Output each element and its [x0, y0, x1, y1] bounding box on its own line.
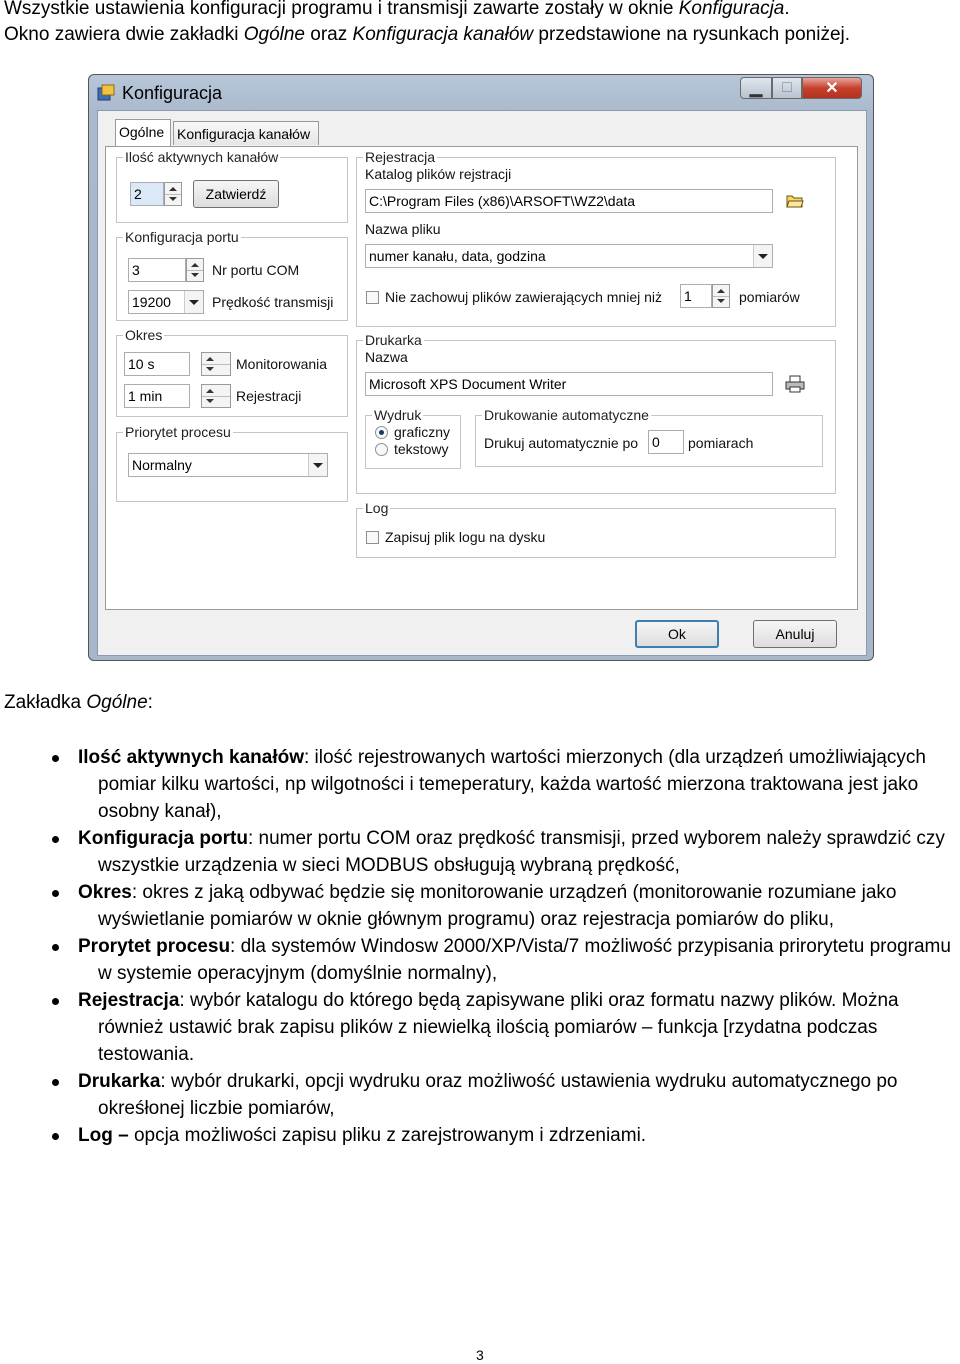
- period-group: [116, 327, 348, 417]
- page-number: 3: [476, 1347, 484, 1363]
- priority-value: Normalny: [132, 457, 192, 473]
- priority-group-label: Priorytet procesu: [125, 424, 231, 440]
- com-port-input[interactable]: 3: [128, 258, 186, 282]
- close-button[interactable]: [802, 77, 862, 99]
- configuration-window: [88, 74, 874, 661]
- auto-print-unit: pomiarach: [688, 435, 754, 451]
- radio-graphic-label: graficzny: [394, 424, 451, 440]
- log-group-label: Log: [365, 500, 389, 516]
- speed-value: 19200: [132, 294, 171, 310]
- monitoring-period-input[interactable]: 10 s: [124, 352, 190, 376]
- print-output-group-label: Wydruk: [374, 407, 422, 423]
- speed-label: Prędkość transmisji: [212, 294, 334, 310]
- printer-group: [356, 332, 836, 494]
- skip-small-files-checkbox[interactable]: [366, 291, 379, 304]
- bullet-list: [0, 744, 960, 1149]
- min-measurements-input[interactable]: 1: [680, 284, 712, 308]
- intro-text: Wszystkie ustawienia konfiguracji programu i transmisji zawarte zostały w oknie Konfiguracja. Okno zawiera dwie zakładki Ogólne oraz Konfiguracja kanałów przedstawione na rysunkach poniżej.: [4, 0, 851, 45]
- print-output-group: [365, 407, 461, 469]
- list-item: Ilość aktywnych kanałów: ilość rejestrowanych wartości mierzonych (dla urządzeń umożliwiających pomiar kilku wartości, np wilgotności i temeperatury, każda wartość mierzona traktowana jest jako osobny kanał),: [0, 744, 960, 825]
- list-item: Okres: okres z jaką odbywać będzie się monitorowanie urządzeń (monitorowanie rozumiane jako wyświetlanie pomiarów w oknie głównym programu) oraz rejestracja pomiarów do pliku,: [0, 879, 960, 933]
- printer-name-input[interactable]: Microsoft XPS Document Writer: [365, 372, 773, 396]
- registration-spinner[interactable]: [201, 384, 231, 408]
- list-item: Rejestracja: wybór katalogu do którego będą zapisywane pliki oraz formatu nazwy plików. Można również ustawić brak zapisu plików z niewielką ilością pomiarów – funkcja [rzydatna podczas testowania.: [0, 987, 960, 1068]
- general-tab-panel: [105, 146, 858, 610]
- folder-open-icon[interactable]: [783, 189, 807, 213]
- maximize-button[interactable]: [772, 77, 802, 99]
- printer-name-label: Nazwa: [365, 349, 408, 365]
- radio-text-label: tekstowy: [394, 441, 449, 457]
- channels-spinner[interactable]: [164, 182, 182, 206]
- skip-small-files-label: Nie zachowuj plików zawierających mniej niż: [385, 289, 662, 305]
- directory-input[interactable]: C:\Program Files (x86)\ARSOFT\WZ2\data: [365, 189, 773, 213]
- speed-select[interactable]: [128, 290, 204, 314]
- monitoring-label: Monitorowania: [236, 356, 328, 372]
- minimize-button[interactable]: [740, 77, 772, 99]
- cancel-button[interactable]: Anuluj: [753, 620, 837, 648]
- chevron-down-icon[interactable]: [753, 245, 772, 267]
- auto-print-label: Drukuj automatycznie po: [484, 435, 639, 451]
- ok-button[interactable]: Ok: [635, 620, 719, 648]
- min-measurements-unit: pomiarów: [739, 289, 800, 305]
- radio-text[interactable]: [375, 443, 388, 456]
- window-client: [97, 110, 867, 656]
- priority-select[interactable]: [128, 453, 328, 477]
- list-item: Drukarka: wybór drukarki, opcji wydruku oraz możliwość ustawienia wydruku automatycznego po okreśłonej liczbie pomiarów,: [0, 1068, 960, 1122]
- directory-label: Katalog plików rejstracji: [365, 166, 512, 182]
- list-item: Prorytet procesu: dla systemów Windosw 2000/XP/Vista/7 możliwość przypisania prirorytetu programu w systemie operacyjnym (domyślnie normalny),: [0, 933, 960, 987]
- section-heading: Zakładka Ogólne:: [4, 692, 153, 713]
- channels-count-input[interactable]: 2: [130, 182, 164, 206]
- list-item: Konfiguracja portu: numer portu COM oraz prędkość transmisji, przed wyborem należy sprawdzić czy wszystkie urządzenia w sieci MODBUS obsługują wybraną prędkość,: [0, 825, 960, 879]
- list-item: Log – opcja możliwości zapisu pliku z zarejstrowanym i zdrzeniami.: [0, 1122, 960, 1149]
- registration-group: [356, 149, 836, 327]
- minimize-icon: ▁: [749, 80, 763, 97]
- min-measurements-spinner[interactable]: [712, 284, 730, 308]
- save-log-label: Zapisuj plik logu na dysku: [385, 529, 546, 545]
- priority-group: [116, 424, 348, 502]
- maximize-icon: □: [782, 79, 792, 96]
- filename-select[interactable]: [365, 244, 773, 268]
- tab-channel-config[interactable]: Konfiguracja kanałów: [173, 121, 319, 145]
- filename-value: numer kanału, data, godzina: [369, 248, 546, 264]
- printer-group-label: Drukarka: [365, 332, 422, 348]
- printer-icon[interactable]: [783, 372, 807, 396]
- com-port-spinner[interactable]: [186, 258, 204, 282]
- radio-graphic[interactable]: [375, 426, 388, 439]
- registration-label: Rejestracji: [236, 388, 302, 404]
- registration-period-input[interactable]: 1 min: [124, 384, 190, 408]
- auto-print-group-label: Drukowanie automatyczne: [484, 407, 649, 423]
- auto-print-group: [475, 407, 823, 467]
- chevron-down-icon[interactable]: [184, 291, 203, 313]
- filename-label: Nazwa pliku: [365, 221, 441, 237]
- app-icon: [97, 84, 115, 102]
- period-group-label: Okres: [125, 327, 163, 343]
- chevron-down-icon[interactable]: [308, 454, 327, 476]
- channels-group-label: Ilość aktywnych kanałów: [125, 149, 279, 165]
- auto-print-count-input[interactable]: 0: [648, 430, 684, 454]
- registration-group-label: Rejestracja: [365, 149, 436, 165]
- close-icon: ✕: [825, 80, 839, 97]
- monitoring-spinner[interactable]: [201, 352, 231, 376]
- tab-general[interactable]: Ogólne: [115, 119, 171, 146]
- channels-group: [116, 149, 348, 223]
- save-log-checkbox[interactable]: [366, 531, 379, 544]
- com-port-label: Nr portu COM: [212, 262, 300, 278]
- window-title: Konfiguracja: [122, 83, 223, 103]
- port-group-label: Konfiguracja portu: [125, 229, 239, 245]
- log-group: [356, 500, 836, 558]
- port-group: [116, 229, 348, 321]
- confirm-button[interactable]: Zatwierdź: [193, 180, 279, 208]
- title-bar[interactable]: [89, 75, 873, 111]
